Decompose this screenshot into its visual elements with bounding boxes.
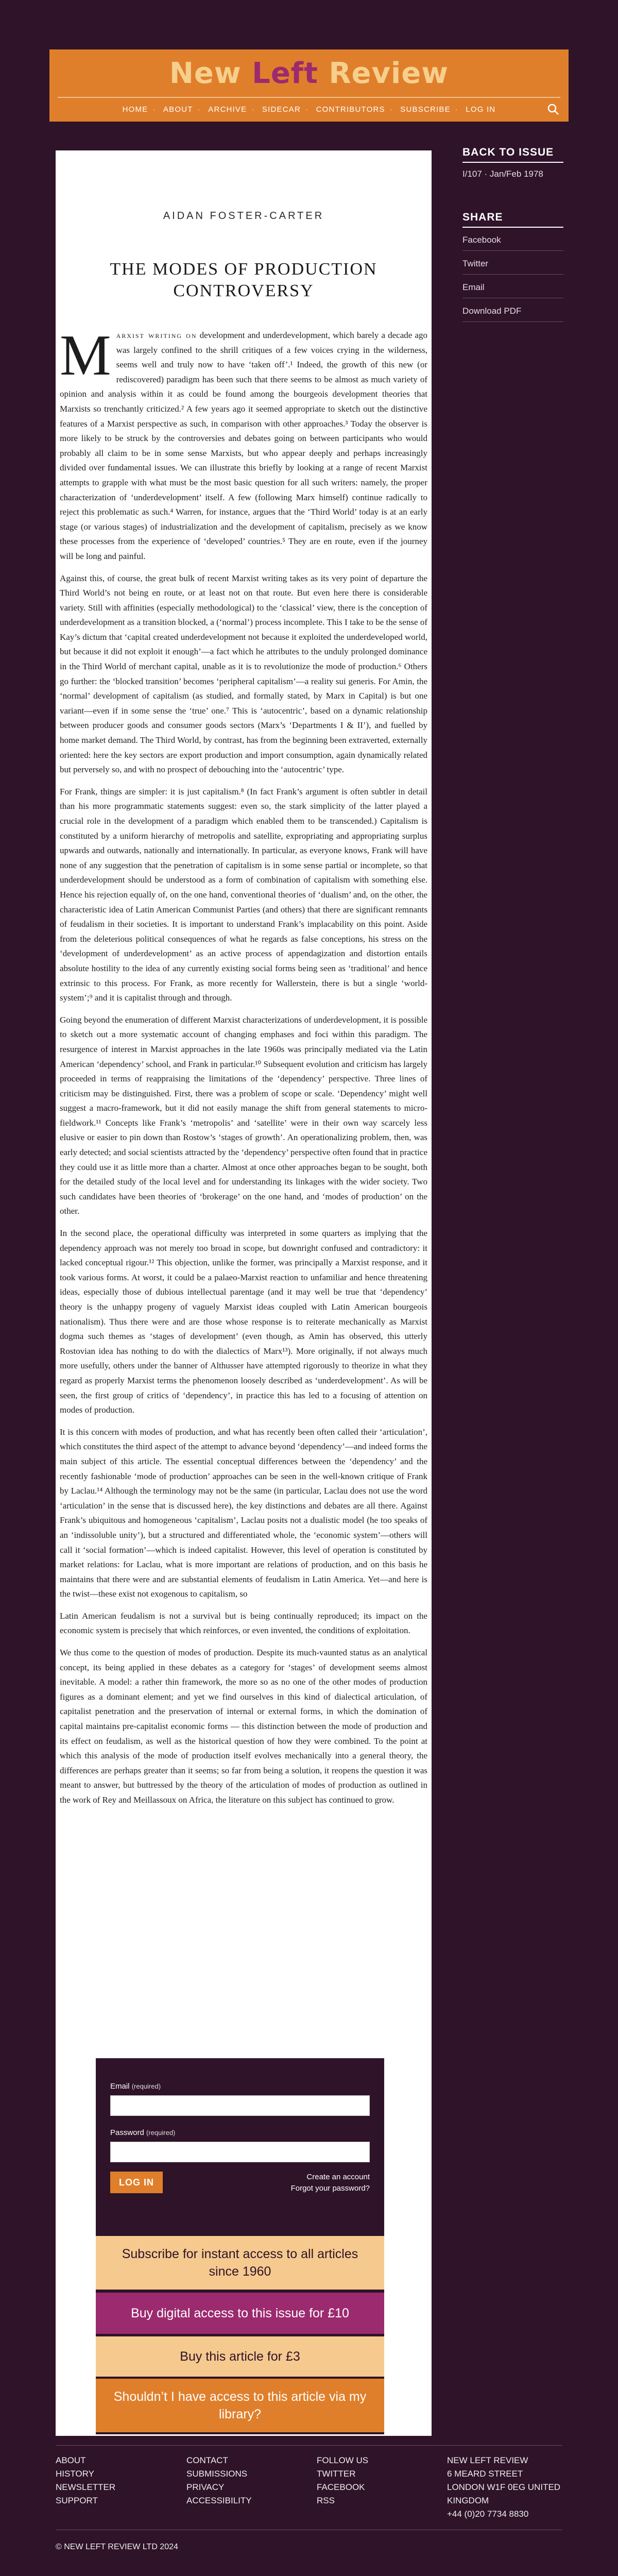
footer-rss[interactable]: RSS: [317, 2496, 335, 2505]
footer-col-3: [317, 2454, 368, 2507]
site-header: [49, 49, 569, 122]
nav-contributors[interactable]: CONTRIBUTORS: [316, 105, 385, 114]
nav-about[interactable]: ABOUT: [163, 105, 193, 114]
email-field[interactable]: [110, 2095, 370, 2116]
footer-address: NEW LEFT REVIEW 6 MEARD STREET LONDON W1F 0EG UNITED KINGDOM +44 (0)20 7734 8830: [447, 2455, 561, 2519]
paragraph: Latin American feudalism is not a survival but is being continually reproduced; its impact on the economic system is precisely that which reinforces, or even invented, the conditions of exploitation.: [60, 1611, 427, 1636]
site-logo[interactable]: [49, 57, 569, 90]
issue-link[interactable]: I/107 · Jan/Feb 1978: [462, 169, 543, 179]
drop-cap: M: [60, 324, 111, 387]
article-author[interactable]: AIDAN FOSTER-CARTER: [163, 210, 324, 222]
copyright: © NEW LEFT REVIEW LTD 2024: [56, 2543, 178, 2551]
nav-archive[interactable]: ARCHIVE: [208, 105, 247, 114]
brand-word-review: Review: [329, 57, 449, 90]
library-access-button[interactable]: Shouldn’t I have access to this article via my library?: [96, 2379, 384, 2432]
share-email[interactable]: Email: [462, 282, 485, 292]
text-fade-overlay: [56, 1954, 432, 2072]
subscribe-button[interactable]: Subscribe for instant access to all articles since 1960: [96, 2236, 384, 2290]
paragraph: For Frank, things are simpler: it is just capitalism.⁸ (In fact Frank’s argument is often subtler in detail than his more programmatic statements suggest: even so, the stark simplicity of the latter played a crucial role in the development of a paradigm which enabled them to be transcended.) Capitalism is constituted by a uniform hierarchy of metropolis and satellite, expropriating and appropriating surplus upwards and outwards, nationally and internationally. In particular, as everyone knows, Frank will have none of any suggestion that the penetration of capitalism is in some sense partial or incomplete, so that underdevelopment should be understood as a form of combination of capitalism with something else. Hence his rejection equally of, on the one hand, conventional theories of ‘dualism’ and, on the other, the characteristic idea of Latin American Communist Parties (and others) that there are significant remnants of feudalism in their societies. It is important to understand Frank’s implacability on this point. Aside from the deleterious political consequences of what he regards as false conceptions, his stress on the ‘development of underdevelopment’ as an active process of appendagization and distortion entails absolute hostility to the idea of any currently existing social forms being seen as ‘traditional’ and hence extrinsic to this process. For Frank, as more recently for Wallerstein, there is but a single ‘world-system’;⁹ and it is capitalist through and through.: [60, 786, 427, 1003]
sidebar-divider: [462, 321, 563, 322]
footer-follow-us: FOLLOW US: [317, 2455, 369, 2465]
footer-col-2: [186, 2454, 252, 2507]
footer-divider: [56, 2445, 562, 2446]
search-icon[interactable]: [547, 103, 559, 115]
footer-submissions[interactable]: SUBMISSIONS: [186, 2469, 248, 2479]
footer-facebook[interactable]: FACEBOOK: [317, 2482, 365, 2492]
buy-article-button[interactable]: Buy this article for £3: [96, 2336, 384, 2377]
footer-privacy[interactable]: PRIVACY: [186, 2482, 225, 2492]
main-nav: HOME · ABOUT · ARCHIVE · SIDECAR · CONTRIBUTORS · SUBSCRIBE · LOG IN: [122, 105, 496, 114]
footer-newsletter[interactable]: NEWSLETTER: [56, 2482, 116, 2492]
sidebar-divider: [462, 162, 563, 163]
share-heading: SHARE: [462, 211, 503, 223]
paragraph: In the second place, the operational difficulty was interpreted in some quarters as implying that the dependency approach was not merely too broad in scope, but downright confused and contradictory: it lacked conceptual rigour.¹² This objection, unlike the former, was principally a Marxist response, and it took various forms. At worst, it could be a palaeo-Marxist reaction to unfamiliar and hence threatening ideas, especially those of dubious intellectual parentage (and it may well be true that ‘dependency’ theory is the unhappy progeny of vaguely Marxist ideas coupled with Latin American bourgeois nationalism). Thus there were and are those whose response is to reiterate mechanically as Marxist dogma such themes as ‘stages of development’ (even though, as Amin has observed, this utterly Rostovian idea has nothing to do with the dialectics of Marx¹³). More originally, if not always much more usefully, others under the banner of Althusser have attempted rigorously to theorize in what they regard as properly Marxist terms the phenomenon loosely described as ‘underdevelopment’. As will be seen, the first group of critics of ‘dependency’, in practice this has led to a focusing of attention on modes of production.: [60, 1228, 427, 1415]
password-field[interactable]: [110, 2142, 370, 2162]
paragraph: Going beyond the enumeration of different Marxist characterizations of underdevelopment, it is possible to sketch out a more systematic account of changing emphases and foci within this paradigm. The resurgence of interest in Marxist approaches in the late 1960s was principally mediated via the Latin American ‘dependency’ school, and Frank in particular.¹⁰ Subsequent evolution and criticism has largely proceeded in terms of reappraising the limitations of the ‘dependency’ perspective. Three lines of criticism may be distinguished. First, there was a problem of scope or scale. ‘Dependency’ might well suggest a macro-framework, but it did not easily manage the shift from general statements to micro-fieldwork.¹¹ Concepts like Frank’s ‘metropolis’ and ‘satellite’ were in their own way scarcely less elusive or easier to pin down than Rostow’s ‘stages of growth’. An operationalizing problem, then, was early detected; and social scientists attracted by the ‘dependency’ perspective often found that in practice they could use it as little more than a charter. Almost at once other approaches began to be sought, both for the detailed study of the local level and for understanding its linkages with the wider society. Two such candidates have been theories of ‘brokerage’ on the one hand, and ‘modes of production’ on the other.: [60, 1014, 427, 1216]
footer-twitter[interactable]: TWITTER: [317, 2469, 356, 2479]
footer-history[interactable]: HISTORY: [56, 2469, 94, 2479]
share-facebook[interactable]: Facebook: [462, 235, 501, 245]
footer-col-1: [56, 2454, 115, 2507]
nav-login[interactable]: LOG IN: [466, 105, 496, 114]
login-button[interactable]: LOG IN: [110, 2172, 163, 2193]
create-account-link[interactable]: Create an account: [306, 2173, 370, 2181]
sidebar-divider: [462, 250, 563, 251]
article-title: THE MODES OF PRODUCTION CONTROVERSY: [110, 260, 377, 300]
paragraph: Marxist writing on development and underdevelopment, which barely a decade ago was largely confined to the shrill critiques of a few voices crying in the wilderness, seems well and truly now to have ‘taken off’.¹ Indeed, the growth of this new (or rediscovered) paradigm has been such that there seems to be almost as much variety of opinion and analysis within it as could be found among the bourgeois development theories that Marxists so trenchantly criticized.² A few years ago it seemed appropriate to sketch out the distinctive features of a Marxist perspective as such, in comparison with other approaches.³ Today the observer is more likely to be struck by the controversies and debates going on between participants who would probably all claim to be in some sense Marxists, but who appear deeply and perhaps increasingly divided over fundamental issues. We can illustrate this briefly by looking at a range of recent Marxist attempts to grapple with what must be the most basic question for all such writers: namely, the proper characterization of ‘underdevelopment’ itself. A few (following Marx himself) continue radically to reject this problematic as such.⁴ Warren, for instance, argues that the ‘Third World’ today is at an early stage (or various stages) of industrialization and the development of capitalism, precisely as we know these processes from the experience of ‘developed’ countries.⁵ They are en route, even if the journey will be long and painful.: [60, 324, 427, 561]
nav-home[interactable]: HOME: [122, 105, 148, 114]
brand-word-left: Left: [252, 57, 318, 90]
header-divider: [58, 97, 560, 98]
sidebar-divider: [462, 274, 563, 275]
lead-in: arxist writing on: [116, 330, 197, 340]
nav-sidecar[interactable]: SIDECAR: [262, 105, 301, 114]
back-to-issue-heading[interactable]: BACK TO ISSUE: [462, 146, 554, 158]
paragraph: It is this concern with modes of production, and what has recently been often called their ‘articulation’, which constitutes the third aspect of the attempt to advance beyond ‘dependency’—and indeed forms the main subject of this article. The essential conceptual differences between the ‘dependency’ and the recently fashionable ‘mode of production’ approaches can be seen in the well-known critique of Frank by Laclau.¹⁴ Although the terminology may not be the same (in particular, Laclau does not use the word ‘articulation’ in the sense that is discussed here), the key distinctions and debates are all there. Against Frank’s ubiquitous and homogeneous ‘capitalism’, Laclau posits not a dualistic model (he too speaks of an ‘indissoluble unity’), but a structured and differentiated whole, the ‘economic system’—others will call it ‘social formation’—which is indeed capitalist. However, this level of operation is constituted by market relations: for Laclau, what is more important are relations of production, and on this basis he maintains that there were and are substantial elements of feudalism in Latin America. Yet—and here is the twist—these exist not exogenous to capitalism, so: [60, 1427, 427, 1599]
share-twitter[interactable]: Twitter: [462, 259, 489, 268]
password-label: Password (required): [110, 2128, 176, 2137]
brand-word-new: New: [169, 57, 242, 90]
download-pdf[interactable]: Download PDF: [462, 306, 522, 316]
footer-contact[interactable]: CONTACT: [186, 2455, 228, 2465]
nav-subscribe[interactable]: SUBSCRIBE: [400, 105, 451, 114]
sidebar-divider: [462, 227, 563, 228]
footer-support[interactable]: SUPPORT: [56, 2496, 98, 2505]
paragraph: Against this, of course, the great bulk of recent Marxist writing takes as its very point of departure the Third World’s not being en route, or at least not on that route. But even here there is considerable variety. Still with affinities (especially methodological) to the ‘classical’ view, there is the conception of underdevelopment as a transition blocked, a (‘normal’) process incomplete. This I take to be the sense of Kay’s dictum that ‘capital created underdevelopment not because it exploited the underdeveloped world, but because it did not exploit it enough’—a fact which he attributes to the unduly prolonged dominance in the Third World of merchant capital, unable as it is to revolutionize the mode of production.⁶ Others go further: the ‘blocked transition’ becomes ‘peripheral capitalism’—a reality sui generis. For Amin, the ‘normal’ development of capitalism (as studied, and formally stated, by Marx in Capital) is but one variant—even if in some sense the ‘true’ one.⁷ This is ‘autocentric’, based on a dynamic relationship between producer goods and consumer goods sectors (Marx’s ‘Departments I & II’), and fuelled by home market demand. The Third World, by contrast, has from the beginning been extraverted, externally oriented: here the key sectors are export production and import consumption, again dynamically related but perversely so, and with no prospect of debouching into the ‘autocentric’ type.: [60, 573, 427, 775]
email-label: Email (required): [110, 2082, 161, 2091]
paragraph: We thus come to the question of modes of production. Despite its much-vaunted status as an analytical concept, its being applied in these debates as a category for ‘stages’ of development seems almost inevitable. A model: a rather thin framework, the more so as no one of the other modes of production figures as a dominant element; and yet we find ourselves in this kind of dialectical articulation, of capitalist penetration and the preservation of internal or external forms, in which the domination of capital maintains pre-capitalist economic forms — this distinction between the mode of production and its effect on feudalism, as well as the historical question of how they were combined. To the point at which this analysis of the mode of production itself evolves mechanically into a general theory, the differences are perhaps greater than it seems; so far from being a solution, it reopens the question it was meant to answer, but buttressed by the theory of the articulation of modes of production as outlined in the work of Rey and Meillassoux on Africa, the literature on this subject has continued to grow.: [60, 1648, 427, 1805]
footer-about[interactable]: ABOUT: [56, 2455, 86, 2465]
footer-accessibility[interactable]: ACCESSIBILITY: [186, 2496, 252, 2505]
article-body: [60, 324, 427, 1815]
buy-digital-issue-button[interactable]: Buy digital access to this issue for £10: [96, 2293, 384, 2334]
forgot-password-link[interactable]: Forgot your password?: [290, 2184, 370, 2193]
paywall-panel: [96, 2058, 384, 2434]
